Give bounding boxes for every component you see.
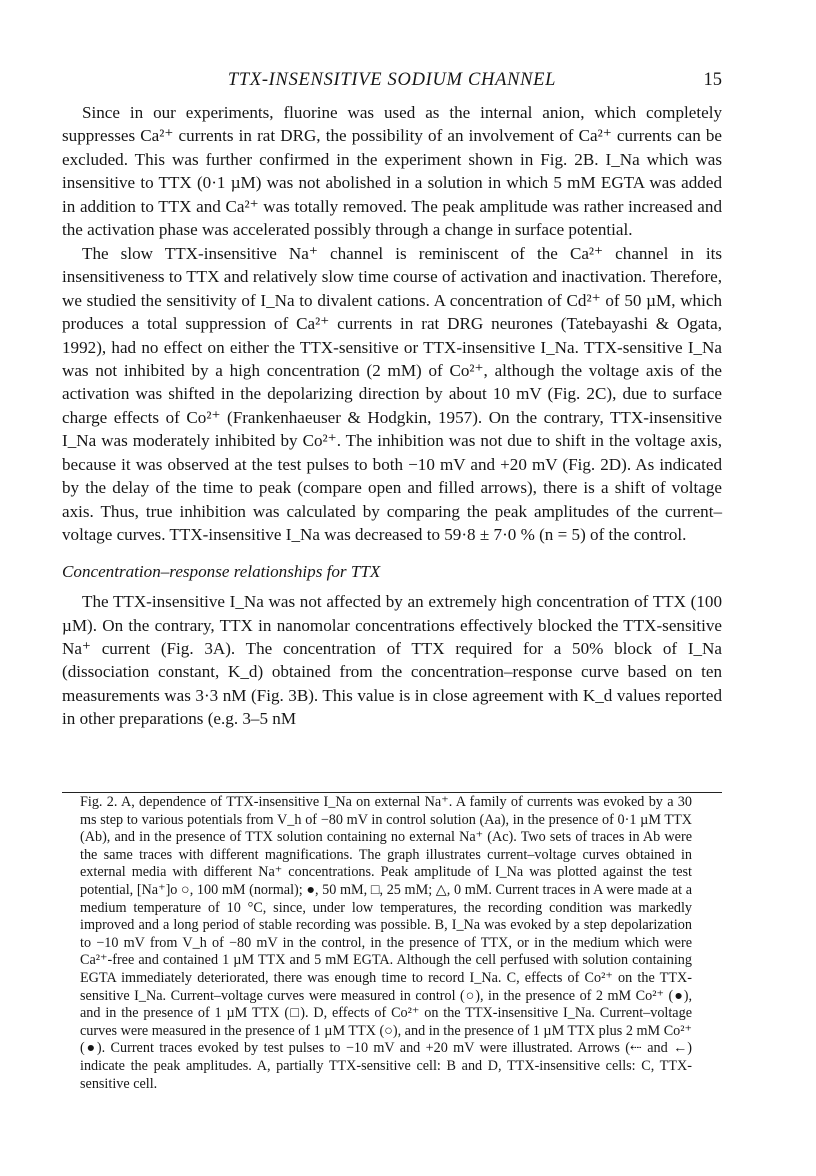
running-header [62,70,722,94]
running-title: TTX-INSENSITIVE SODIUM CHANNEL [227,70,557,90]
figure-caption [80,794,692,1093]
section-heading: Concentration–response relationships for TTX [62,561,381,581]
body-text [62,101,722,731]
paragraph-concentration-response: The TTX-insensitive I_Na was not affected by an extremely high concentration of TTX (100 µM). On the contrary, TTX in nanomolar concentrations effectively blocked the TTX-sensitive Na⁺ current (Fig. 3A). The concentration of TTX required for a 50% block of I_Na (dissociation constant, K_d) obtained from the concentration–response curve based on ten measurements was 3·3 nM (Fig. 3B). This value is in close agreement with K_d values reported in other preparations (e.g. 3–5 nM [62,592,722,729]
figure-caption-text: Fig. 2. A, dependence of TTX-insensitive I_Na on external Na⁺. A family of currents was evoked by a 30 ms step to various potentials from V_h of −80 mV in control solution (Aa), in the presence of 0·1 µM TTX (Ab), and in the presence of TTX solution containing no external Na⁺ (Ac). Two sets of traces in Ab were the same traces with different magnifications. The graph illustrates current–voltage curves obtained in external media with different Na⁺ concentrations. Peak amplitude of I_Na was plotted against the test potential, [Na⁺]o ○, 100 mM (normal); ●, 50 mM, □, 25 mM; △, 0 mM. Current traces in A were made at a medium temperature of 10 °C, since, under low temperatures, the recording condition was markedly improved and a long period of stable recording was possible. B, I_Na was evoked by a step depolarization to −10 mV from V_h of −80 mV in the control, in the presence of TTX, or in the medium which were Ca²⁺-free and contained 1 µM TTX and 5 mM EGTA. Although the cell perfused with solution containing EGTA immediately deteriorated, there was enough time to record I_Na. C, effects of Co²⁺ on the TTX-sensitive I_Na. Current–voltage curves were measured in control (○), in the presence of 2 mM Co²⁺ (●), and in the presence of 1 µM TTX (□). D, effects of Co²⁺ on the TTX-insensitive I_Na. Current–voltage curves were measured in the presence of 1 µM TTX (○), and in the presence of 1 µM TTX plus 2 mM Co²⁺ (●). Current traces evoked by test pulses to −10 mV and +20 mV were illustrated. Arrows (⇠ and ←) indicate the peak amplitudes. A, partially TTX-sensitive cell: B and D, TTX-insensitive cells: C, TTX-sensitive cell. [80,794,692,1092]
paragraph-divalent-cations: The slow TTX-insensitive Na⁺ channel is reminiscent of the Ca²⁺ channel in its insensitiveness to TTX and relatively slow time course of activation and inactivation. Therefore, we studied the sensitivity of I_Na to divalent cations. A concentration of Cd²⁺ of 50 µM, which produces a total suppression of Ca²⁺ currents in rat DRG neurones (Tatebayashi & Ogata, 1992), had no effect on either the TTX-sensitive or TTX-insensitive I_Na. TTX-sensitive I_Na was not inhibited by a high concentration (2 mM) of Co²⁺, although the voltage axis of the activation was shifted in the depolarizing direction by about 10 mV (Fig. 2C), due to surface charge effects of Co²⁺ (Frankenhaeuser & Hodgkin, 1957). On the contrary, TTX-insensitive I_Na was moderately inhibited by Co²⁺. The inhibition was not due to shift in the voltage axis, because it was observed at the test pulses to both −10 mV and +20 mV (Fig. 2D). As indicated by the delay of the time to peak (compare open and filled arrows), there is a shift of voltage axis. Thus, true inhibition was calculated by comparing the peak amplitudes of the current–voltage curves. TTX-insensitive I_Na was decreased to 59·8 ± 7·0 % (n = 5) of the control. [62,243,722,545]
page-number: 15 [703,70,722,90]
caption-divider [62,792,722,793]
paragraph-calcium-exclusion: Since in our experiments, fluorine was used as the internal anion, which completely suppresses Ca²⁺ currents in rat DRG, the possibility of an involvement of Ca²⁺ currents can be excluded. This was further confirmed in the experiment shown in Fig. 2B. I_Na which was insensitive to TTX (0·1 µM) was not abolished in a solution in which 5 mM EGTA was added in addition to TTX and Ca²⁺ was totally removed. The peak amplitude was rather increased and the activation phase was accelerated possibly through a change in surface potential. [62,103,722,240]
